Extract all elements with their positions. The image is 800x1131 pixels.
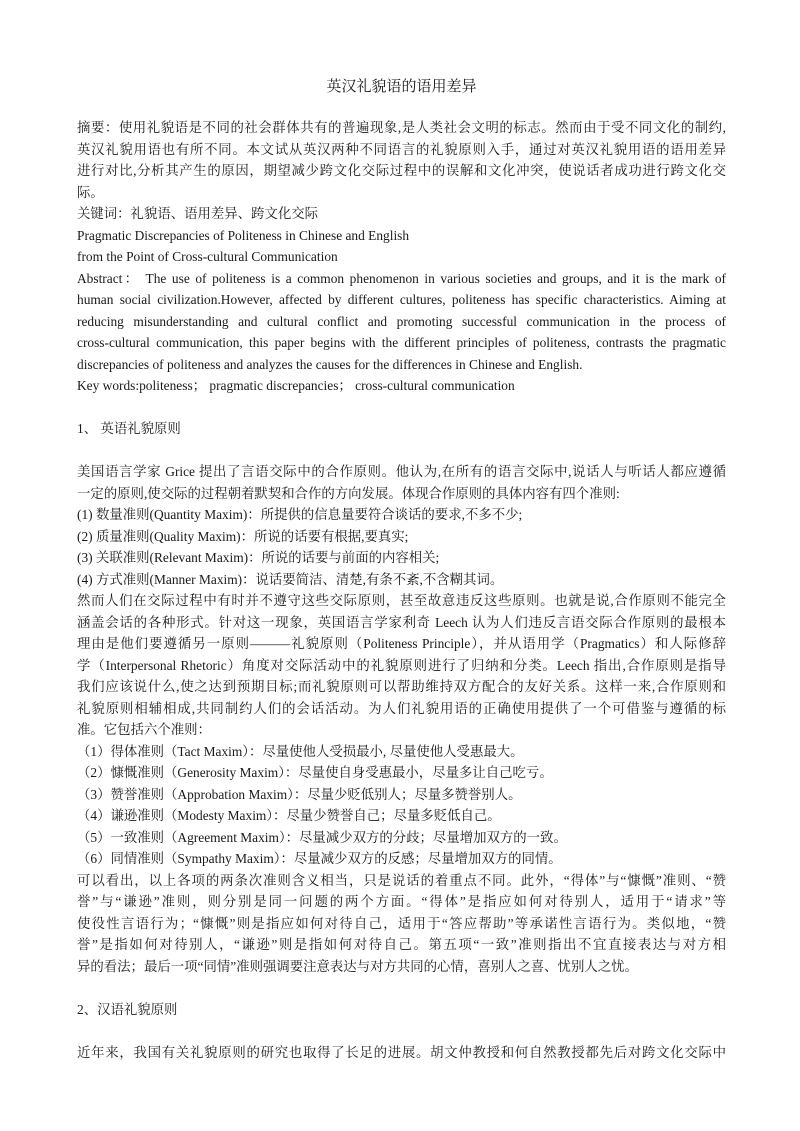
text-line: （6）同情准则（Sympathy Maxim）：尽量减少双方的反感；尽量增加双方的同情。	[77, 851, 562, 866]
text-line: 可以看出，以上各项的两条次准则含义相当，只是说话的着重点不同。此外，“得体”与“慷慨”准则、“赞	[77, 872, 726, 888]
text-line: 际。	[77, 184, 104, 200]
text-line: 英汉礼貌用语也有所不同。本文试从英汉两种不同语言的礼貌原则入手，通过对英汉礼貌用语的语用差异	[77, 141, 726, 157]
text-line: 关键词：礼貌语、语用差异、跨文化交际	[77, 206, 319, 221]
text-line: (1) 数量准则(Quantity Maxim)：所提供的信息量要符合谈话的要求,不多不少;	[77, 507, 523, 522]
section-heading: 2、汉语礼貌原则	[77, 1001, 178, 1017]
text-line: discrepancies of politeness and analyzes the causes for the differences in Chinese and English.	[77, 356, 583, 372]
text-line: 进行对比,分析其产生的原因，期望减少跨文化交际过程中的误解和文化冲突，使说话者成功进行跨文化交	[77, 163, 726, 178]
text-line: cross-cultural communication, this paper begins with the different principles of politeness, contrasts the pragmatic	[77, 335, 726, 350]
text-line: 摘要：使用礼貌语是不同的社会群体共有的普遍现象,是人类社会文明的标志。然而由于受不同文化的制约,	[77, 120, 726, 135]
text-line: 学（Interpersonal Rhetoric）角度对交际活动中的礼貌原则进行了归纳和分类。Leech 指出,合作原则是指导	[77, 657, 726, 673]
text-line: 理由是他们要遵循另一原则———礼貌原则（Politeness Principle），并从语用学（Pragmatics）和人际修辞	[77, 636, 726, 651]
text-line: (3) 关联准则(Relevant Maxim)：所说的话要与前面的内容相关;	[77, 550, 440, 565]
section-heading: 1、 英语礼貌原则	[77, 421, 181, 436]
text-line: (4) 方式准则(Manner Maxim)：说话要简洁、清楚,有条不紊,不含糊其词。	[77, 571, 504, 587]
text-line: Abstract： The use of politeness is a common phenomenon in various societies and groups, and it is the mark of	[77, 270, 726, 286]
text-line: 使役性言语行为；“慷慨”则是指应如何对待自己，适用于“答应帮助”等承诺性言语行为。类似地，“赞	[77, 915, 726, 931]
text-line: 誉”是指如何对待别人，“谦逊”则是指如何对待自己。第五项“一致”准则指出不宜直接表达与对方相	[77, 937, 726, 952]
text-line: （2）慷慨准则（Generosity Maxim）：尽量使自身受惠最小，尽量多让自己吃亏。	[77, 765, 553, 780]
text-line: (2) 质量准则(Quality Maxim)：所说的话要有根据,要真实;	[77, 528, 409, 544]
text-line: 一定的原则,使交际的过程朝着默契和合作的方向发展。体现合作原则的具体内容有四个准则:	[77, 485, 620, 501]
text-line: 美国语言学家 Grice 提出了言语交际中的合作原则。他认为,在所有的语言交际中,说话人与听话人都应遵循	[77, 464, 726, 479]
text-line: human social civilization.However, affected by different cultures, politeness has specific characteristics. Aiming at	[77, 292, 726, 307]
text-line: 涵盖会话的各种形式。针对这一现象，英国语言学家利奇 Leech 认为人们违反言语交际合作原则的最根本	[77, 614, 726, 630]
text-line: Pragmatic Discrepancies of Politeness in Chinese and English	[77, 227, 410, 243]
text-line: 然而人们在交际过程中有时并不遵守这些交际原则，甚至故意违反这些原则。也就是说,合作原则不能完全	[77, 593, 726, 608]
text-line: 异的看法；最后一项“同情”准则强调要注意表达与对方共同的心情，喜别人之喜、忧别人之忧。	[77, 958, 638, 974]
text-line: （5）一致准则（Agreement Maxim）：尽量减少双方的分歧；尽量增加双方的一致。	[77, 829, 567, 845]
text-line: Key words:politeness； pragmatic discrepancies； cross-cultural communication	[77, 378, 515, 393]
text-line: 我们应该说什么,使之达到预期目标;而礼貌原则可以帮助维持双方配合的友好关系。这样一来,合作原则和	[77, 679, 726, 694]
document-title: 英汉礼貌语的语用差异	[326, 79, 477, 95]
text-line: 誉”与“谦逊”准则，则分别是同一问题的两个方面。“得体”是指应如何对待别人，适用于“请求”等	[77, 894, 726, 909]
text-line: 近年来，我国有关礼貌原则的研究也取得了长足的进展。胡文仲教授和何自然教授都先后对跨文化交际中	[77, 1044, 726, 1060]
text-line: 礼貌原则相辅相成,共同制约人们的会话活动。为人们礼貌用语的正确使用提供了一个可借鉴与遵循的标	[77, 700, 726, 716]
text-line: reducing misunderstanding and cultural conflict and promoting successful communication in the process of	[77, 313, 726, 329]
text-line: （1）得体准则（Tact Maxim）：尽量使他人受损最小, 尽量使他人受惠最大。	[77, 743, 524, 759]
text-line: （4）谦逊准则（Modesty Maxim）：尽量少赞誉自己；尽量多贬低自己。	[77, 808, 501, 823]
text-line: 准。它包括六个准则：	[77, 722, 211, 737]
text-line: from the Point of Cross-cultural Communication	[77, 249, 338, 264]
text-line: （3）赞誉准则（Approbation Maxim）：尽量少贬低别人；尽量多赞誉别人。	[77, 786, 522, 802]
